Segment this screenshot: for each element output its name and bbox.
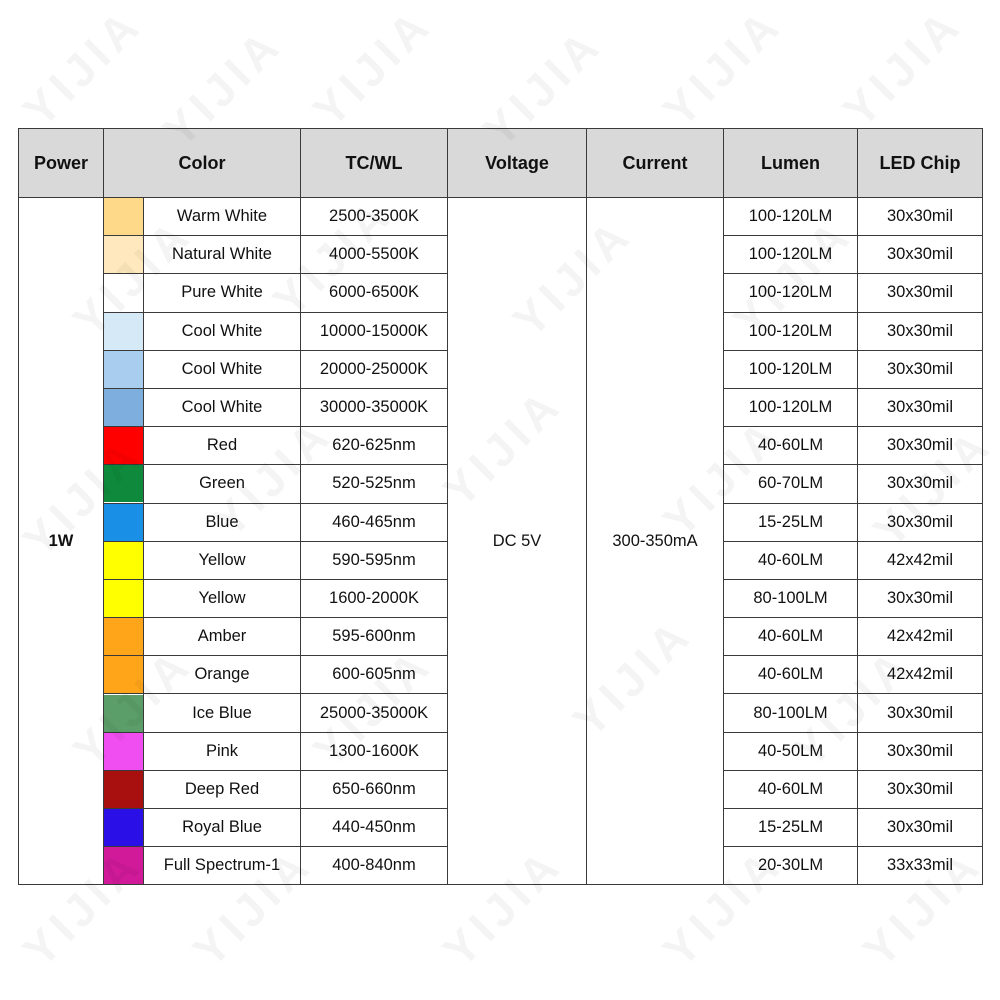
color-swatch-cell — [104, 579, 144, 617]
tcwl-value: 25000-35000K — [301, 694, 448, 732]
lumen-value: 100-120LM — [724, 350, 858, 388]
color-swatch — [104, 656, 143, 693]
color-swatch — [104, 847, 143, 884]
header-color: Color — [104, 129, 301, 198]
color-swatch-cell — [104, 274, 144, 312]
color-name: Red — [144, 427, 301, 465]
color-swatch — [104, 771, 143, 808]
watermark-text — [12, 0, 153, 137]
color-swatch-cell — [104, 732, 144, 770]
color-swatch-cell — [104, 427, 144, 465]
tcwl-value: 600-605nm — [301, 656, 448, 694]
tcwl-value: 595-600nm — [301, 618, 448, 656]
lumen-value: 100-120LM — [724, 274, 858, 312]
lumen-value: 40-60LM — [724, 770, 858, 808]
led-chip-value: 42x42mil — [858, 541, 983, 579]
color-name: Orange — [144, 656, 301, 694]
color-swatch-cell — [104, 388, 144, 426]
color-name: Green — [144, 465, 301, 503]
color-swatch-cell — [104, 847, 144, 885]
lumen-value: 80-100LM — [724, 579, 858, 617]
led-chip-value: 30x30mil — [858, 579, 983, 617]
color-swatch — [104, 733, 143, 770]
tcwl-value: 440-450nm — [301, 809, 448, 847]
tcwl-value: 400-840nm — [301, 847, 448, 885]
color-swatch-cell — [104, 350, 144, 388]
led-chip-value: 30x30mil — [858, 427, 983, 465]
tcwl-value: 620-625nm — [301, 427, 448, 465]
color-name: Yellow — [144, 579, 301, 617]
led-chip-value: 30x30mil — [858, 236, 983, 274]
tcwl-value: 10000-15000K — [301, 312, 448, 350]
color-swatch — [104, 313, 143, 350]
led-chip-value: 30x30mil — [858, 350, 983, 388]
led-chip-value: 30x30mil — [858, 694, 983, 732]
header-current: Current — [587, 129, 724, 198]
color-swatch — [104, 236, 143, 273]
lumen-value: 80-100LM — [724, 694, 858, 732]
table-body — [19, 198, 983, 885]
color-swatch-cell — [104, 465, 144, 503]
tcwl-value: 2500-3500K — [301, 198, 448, 236]
color-swatch-cell — [104, 656, 144, 694]
led-spec-table — [18, 128, 983, 885]
color-name: Blue — [144, 503, 301, 541]
tcwl-value: 1300-1600K — [301, 732, 448, 770]
tcwl-value: 650-660nm — [301, 770, 448, 808]
color-swatch-cell — [104, 503, 144, 541]
color-name: Pink — [144, 732, 301, 770]
power-cell: 1W — [19, 198, 104, 885]
color-swatch-cell — [104, 770, 144, 808]
color-swatch-cell — [104, 236, 144, 274]
color-swatch-cell — [104, 809, 144, 847]
lumen-value: 15-25LM — [724, 503, 858, 541]
color-swatch — [104, 504, 143, 541]
color-swatch-cell — [104, 312, 144, 350]
color-swatch — [104, 542, 143, 579]
color-name: Natural White — [144, 236, 301, 274]
led-chip-value: 30x30mil — [858, 274, 983, 312]
color-swatch-cell — [104, 541, 144, 579]
tcwl-value: 590-595nm — [301, 541, 448, 579]
color-swatch — [104, 580, 143, 617]
tcwl-value: 20000-25000K — [301, 350, 448, 388]
led-chip-value: 33x33mil — [858, 847, 983, 885]
header-row — [19, 129, 983, 198]
lumen-value: 100-120LM — [724, 236, 858, 274]
lumen-value: 40-60LM — [724, 427, 858, 465]
current-cell: 300-350mA — [587, 198, 724, 885]
led-chip-value: 30x30mil — [858, 809, 983, 847]
lumen-value: 40-60LM — [724, 541, 858, 579]
header-lumen: Lumen — [724, 129, 858, 198]
color-swatch — [104, 695, 143, 732]
color-name: Cool White — [144, 350, 301, 388]
tcwl-value: 30000-35000K — [301, 388, 448, 426]
lumen-value: 100-120LM — [724, 198, 858, 236]
header-power: Power — [19, 129, 104, 198]
color-swatch — [104, 198, 143, 235]
lumen-value: 40-60LM — [724, 618, 858, 656]
color-name: Cool White — [144, 312, 301, 350]
led-chip-value: 30x30mil — [858, 388, 983, 426]
tcwl-value: 460-465nm — [301, 503, 448, 541]
color-swatch — [104, 274, 143, 311]
watermark-text — [302, 0, 443, 137]
color-name: Amber — [144, 618, 301, 656]
color-swatch — [104, 465, 143, 502]
color-swatch-cell — [104, 198, 144, 236]
color-name: Pure White — [144, 274, 301, 312]
color-name: Deep Red — [144, 770, 301, 808]
led-chip-value: 30x30mil — [858, 198, 983, 236]
table-row — [19, 198, 983, 236]
color-name: Royal Blue — [144, 809, 301, 847]
lumen-value: 100-120LM — [724, 388, 858, 426]
watermark-text — [652, 0, 793, 137]
tcwl-value: 6000-6500K — [301, 274, 448, 312]
led-chip-value: 30x30mil — [858, 732, 983, 770]
lumen-value: 60-70LM — [724, 465, 858, 503]
header-tcwl: TC/WL — [301, 129, 448, 198]
led-chip-value: 30x30mil — [858, 503, 983, 541]
led-chip-value: 42x42mil — [858, 618, 983, 656]
lumen-value: 40-60LM — [724, 656, 858, 694]
lumen-value: 100-120LM — [724, 312, 858, 350]
tcwl-value: 1600-2000K — [301, 579, 448, 617]
color-name: Warm White — [144, 198, 301, 236]
color-swatch — [104, 351, 143, 388]
color-swatch-cell — [104, 618, 144, 656]
color-swatch — [104, 618, 143, 655]
led-chip-value: 30x30mil — [858, 465, 983, 503]
led-chip-value: 30x30mil — [858, 770, 983, 808]
color-name: Cool White — [144, 388, 301, 426]
lumen-value: 20-30LM — [724, 847, 858, 885]
color-name: Full Spectrum-1 — [144, 847, 301, 885]
color-name: Ice Blue — [144, 694, 301, 732]
color-swatch — [104, 809, 143, 846]
watermark-text — [832, 0, 973, 137]
header-led-chip: LED Chip — [858, 129, 983, 198]
header-voltage: Voltage — [448, 129, 587, 198]
led-chip-value: 30x30mil — [858, 312, 983, 350]
color-swatch — [104, 427, 143, 464]
lumen-value: 15-25LM — [724, 809, 858, 847]
color-swatch-cell — [104, 694, 144, 732]
voltage-cell: DC 5V — [448, 198, 587, 885]
tcwl-value: 520-525nm — [301, 465, 448, 503]
color-name: Yellow — [144, 541, 301, 579]
led-chip-value: 42x42mil — [858, 656, 983, 694]
color-swatch — [104, 389, 143, 426]
tcwl-value: 4000-5500K — [301, 236, 448, 274]
lumen-value: 40-50LM — [724, 732, 858, 770]
